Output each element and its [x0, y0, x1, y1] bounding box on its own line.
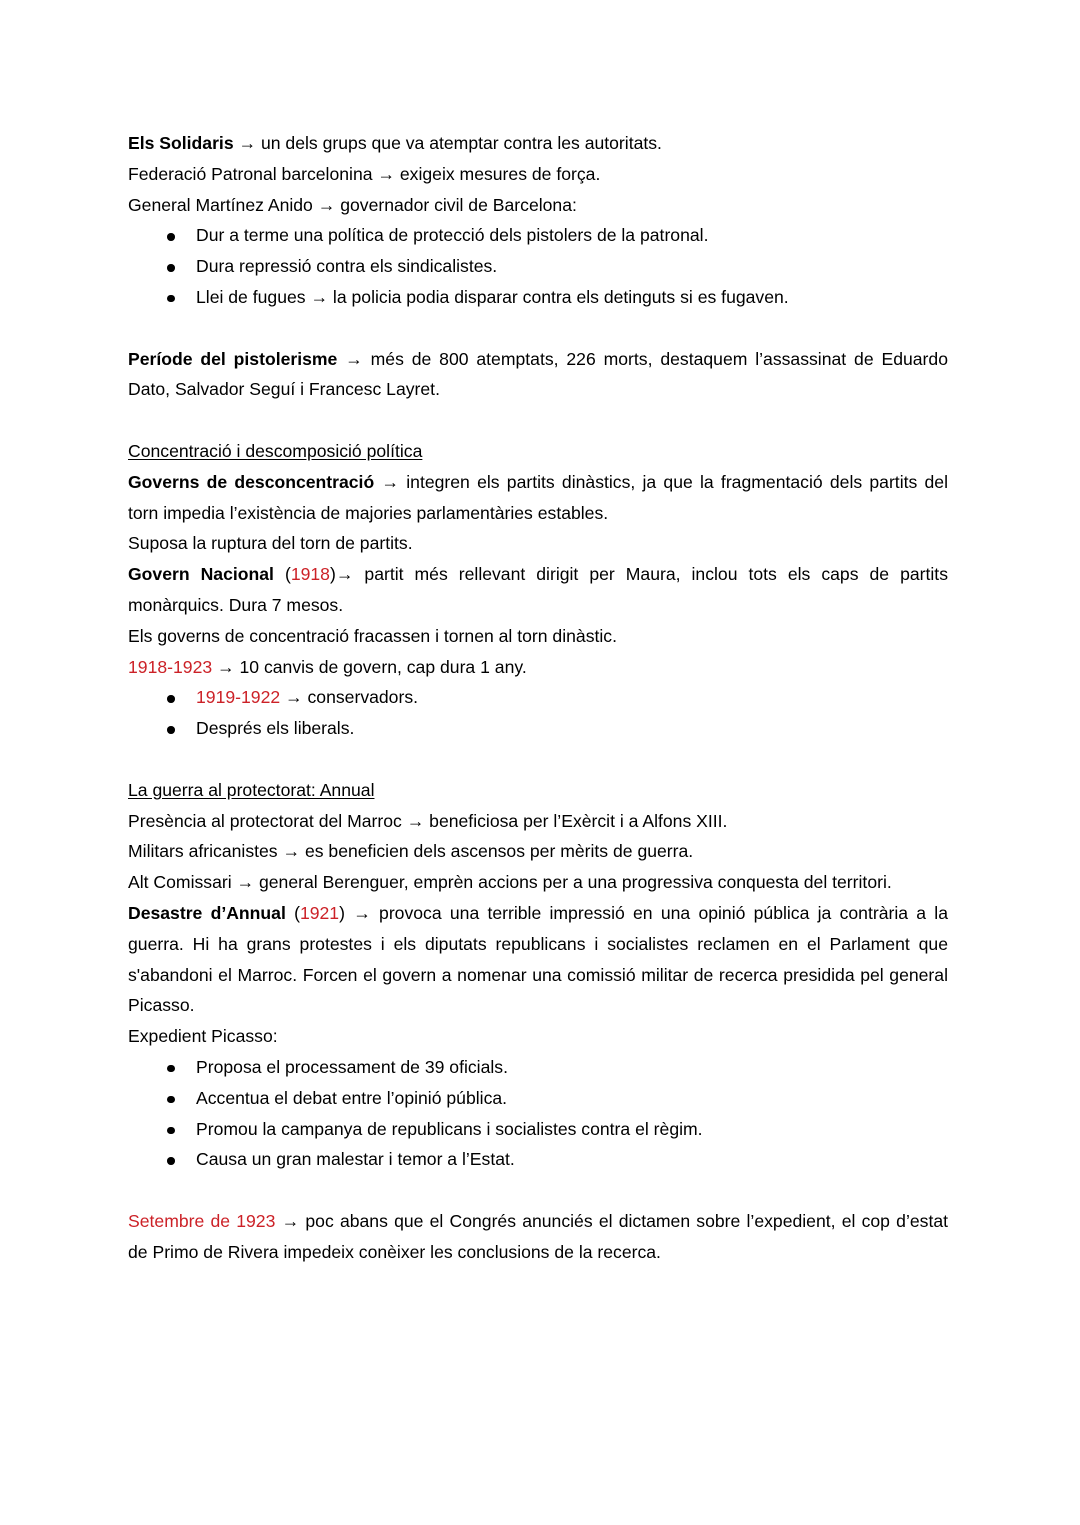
- lead-governs-desconcentracio: Governs de desconcentració: [128, 471, 375, 492]
- spacer: [128, 1175, 948, 1206]
- lead-govern-nacional: Govern Nacional: [128, 564, 274, 585]
- spacer: [128, 744, 948, 775]
- list-item-text: → conservadors.: [280, 687, 419, 708]
- paragraph-desastre-annual: [128, 898, 948, 1021]
- text-periode-pistolerisme: → més de 800 atemptats, 226 morts, destaquem l’assassinat de Eduardo Dato, Salvador Seguí i Francesc Layret.: [128, 348, 948, 400]
- list-item: Llei de fugues → la policia podia disparar contra els detinguts si es fugaven.: [128, 282, 948, 313]
- paragraph-governs-desconcentracio: [128, 467, 948, 529]
- paren-close: ): [329, 564, 336, 585]
- bullet-list-torn: [128, 682, 948, 744]
- paragraph-suposa-ruptura: Suposa la ruptura del torn de partits.: [128, 533, 413, 554]
- spacer: [128, 405, 948, 436]
- section-heading-concentracio: [128, 436, 948, 467]
- paren-open: (: [285, 902, 300, 923]
- paragraph-periode-pistolerisme: [128, 344, 948, 406]
- lead-periode-pistolerisme: Període del pistolerisme: [128, 348, 338, 369]
- year-highlight: 1918: [290, 564, 330, 585]
- lead-els-solidaris: Els Solidaris: [128, 133, 234, 153]
- paren-close: ): [339, 902, 345, 923]
- list-item: [128, 682, 948, 713]
- date-highlight: Setembre de 1923: [128, 1210, 276, 1231]
- section-heading-guerra-protectorat: [128, 775, 948, 806]
- paragraph-governs-fracassen: Els governs de concentració fracassen i tornen al torn dinàstic.: [128, 625, 617, 646]
- paren-open: (: [273, 564, 291, 585]
- text-els-solidaris: → un dels grups que va atemptar contra les autoritats.: [233, 133, 662, 153]
- text-govern-nacional: → partit més rellevant dirigit per Maura, inclou tots els caps de partits monàrquics. Dura 7 mesos.: [128, 564, 948, 615]
- bullet-list-picasso: [128, 1052, 948, 1175]
- paragraph-expedient-picasso: Expedient Picasso:: [128, 1026, 278, 1047]
- paragraph-els-solidaris: [128, 128, 948, 159]
- paragraph-anys-1918-1923: [128, 652, 948, 683]
- paragraph-federacio-patronal: Federació Patronal barcelonina → exigeix mesures de força.: [128, 163, 601, 184]
- list-item: Proposa el processament de 39 oficials.: [128, 1052, 948, 1083]
- document-body: [128, 128, 948, 1267]
- spacer: [128, 313, 948, 344]
- list-item-text: Després els liberals.: [196, 718, 355, 739]
- paragraph-alt-comissari: Alt Comissari → general Berenguer, emprèn accions per a una progressiva conquesta del territori.: [128, 872, 892, 893]
- list-item: Accentua el debat entre l’opinió pública.: [128, 1083, 948, 1114]
- heading-text: Concentració i descomposició política: [128, 440, 423, 461]
- text-setembre-1923: → poc abans que el Congrés anunciés el dictamen sobre l’expedient, el cop d’estat de Primo de Rivera impedeix conèixer les conclusions de la recerca.: [128, 1210, 948, 1262]
- paragraph-setembre-1923: [128, 1206, 948, 1268]
- lead-desastre-annual: Desastre d’Annual: [128, 902, 286, 923]
- text-anys-1918-1923: → 10 canvis de govern, cap dura 1 any.: [212, 656, 527, 677]
- list-item: Causa un gran malestar i temor a l’Estat.: [128, 1144, 948, 1175]
- year-highlight: 1921: [299, 902, 340, 923]
- text-governs-desconcentracio: → integren els partits dinàstics, ja que la fragmentació dels partits del torn impedia l’existència de majories parlamentàries estables.: [128, 471, 948, 523]
- paragraph-presencia-marroc: Presència al protectorat del Marroc → beneficiosa per l’Exèrcit i a Alfons XIII.: [128, 810, 728, 831]
- text-desastre-annual: → provoca una terrible impressió en una opinió pública ja contrària a la guerra. Hi ha grans protestes i els diputats republicans i socialistes reclamen en el Parlament que s'abandoni el Marroc. Forcen el govern a nomenar una comissió militar de recerca presidida pel general Picasso.: [128, 902, 948, 1016]
- list-item: Dur a terme una política de protecció dels pistolers de la patronal.: [128, 220, 948, 251]
- bullet-list-anido: [128, 220, 948, 312]
- paragraph-militars-africanistes: Militars africanistes → es beneficien dels ascensos per mèrits de guerra.: [128, 841, 694, 862]
- year-range-highlight: 1919-1922: [196, 687, 281, 708]
- heading-text: La guerra al protectorat: Annual: [128, 779, 375, 800]
- year-range-highlight: 1918-1923: [128, 656, 213, 677]
- paragraph-martinez-anido: General Martínez Anido → governador civil de Barcelona:: [128, 194, 577, 215]
- list-item: Dura repressió contra els sindicalistes.: [128, 251, 948, 282]
- paragraph-govern-nacional: [128, 559, 948, 621]
- list-item: [128, 713, 948, 744]
- list-item: Promou la campanya de republicans i socialistes contra el règim.: [128, 1114, 948, 1145]
